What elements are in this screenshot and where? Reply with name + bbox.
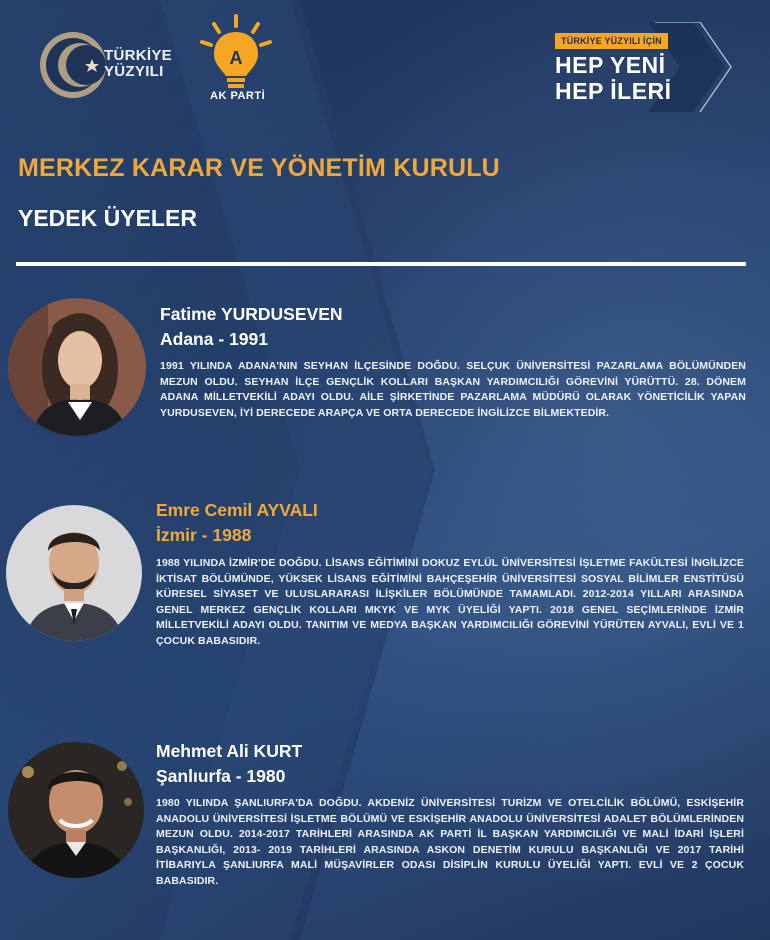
slogan-subtitle: TÜRKİYE YÜZYILI İÇİN <box>555 33 668 49</box>
portrait-woman-icon <box>8 298 146 436</box>
ak-parti-label: AK PARTİ <box>210 90 266 102</box>
avatar <box>6 505 142 641</box>
slogan-main: HEP YENİ HEP İLERİ <box>555 52 672 104</box>
member-name: Emre Cemil AYVALI <box>156 500 318 520</box>
svg-text:A: A <box>229 48 243 68</box>
turkiye-yuzyili-text: TÜRKİYE YÜZYILI <box>104 47 172 80</box>
portrait-man-icon <box>8 742 144 878</box>
avatar <box>8 742 144 878</box>
avatar <box>8 298 146 436</box>
header <box>0 0 770 130</box>
divider <box>16 262 746 266</box>
portrait-man-icon <box>6 505 142 641</box>
page-subtitle: YEDEK ÜYELER <box>18 205 197 231</box>
member-bio: 1988 YILINDA İZMİR'DE DOĞDU. LİSANS EĞİTİMİNİ DOKUZ EYLÜL ÜNİVERSİTESİ İŞLETME FAKÜLTESİ İNGİLİZCE İKTİSAT BÖLÜMÜNDE, YÜKSEK LİSANS EĞİTİMİNİ BAHÇEŞEHİR ÜNİVERSİTESİ SOSYAL BİLİMLER ENSTİTÜSÜ KÜRESEL SİYASET VE ULUSLARARASI İLİŞKİLER BÖLÜMÜNDE TAMAMLADI. 2012-2014 YILLARI ARASINDA GENEL MERKEZ GENÇLİK KOLLARI MKYK VE MYK ÜYELİĞİ YAPTI. 2018 GENEL SEÇİMLERİNDE İZMİR MİLLETVEKİLİ ADAYI OLDU. TANITIM VE MEDYA BAŞKAN YARDIMCILIĞI GÖREVİNİ YÜRÜTEN AYVALI, EVLİ VE 1 ÇOCUK BABASIDIR. <box>156 557 744 647</box>
page-title: MERKEZ KARAR VE YÖNETİM KURULU <box>18 154 500 182</box>
member-bio: 1991 YILINDA ADANA'NIN SEYHAN İLÇESİNDE DOĞDU. SELÇUK ÜNİVERSİTESİ PAZARLAMA BÖLÜMÜNDEN MEZUN OLDU. SEYHAN İLÇE GENÇLİK KOLLARI BAŞKAN YARDIMCILIĞI GÖREVİNİ YÜRÜTTÜ. 28. DÖNEM ADANA MİLLETVEKİLİ ADAYI OLDU. AİLE ŞİRKETİNDE PAZARLAMA MÜDÜRÜ OLARAK YÖNETİCİLİK YAPAN YURDUSEVEN, İYİ DERECEDE ARAPÇA VE ORTA DERECEDE İNGİLİZCE BİLMEKTEDİR. <box>160 360 746 419</box>
member-name: Fatime YURDUSEVEN <box>160 304 343 324</box>
member-place: Şanlıurfa - 1980 <box>156 766 286 786</box>
member-place: Adana - 1991 <box>160 329 268 349</box>
member-bio: 1980 YILINDA ŞANLIURFA'DA DOĞDU. AKDENİZ ÜNİVERSİTESİ TURİZM VE OTELCİLİK BÖLÜMÜ, ESKİŞEHİR ANADOLU ÜNİVERSİTESİ İŞLETME BÖLÜMÜ VE ESKİŞEHİR ANADOLU ÜNİVERSİTESİ ADALET BÖLÜMLERİNDEN MEZUN OLDU. 2014-2017 TARİHLERİ ARASINDA AK PARTİ İL BAŞKAN YARDIMCILIĞI VE MALİ İDARİ İŞLERİ BAŞKANLIĞI, 2013- 2019 TARİHLERİ ARASINDA ASKON DENETİM KURULU BAŞKANLIĞI VE 2017 TARİHİ İTİBARIYLA ŞANLIURFA MALİ MÜŞAVİRLER ODASI DİSİPLİN KURULU ÜYELİĞİ YAPTI. EVLİ VE 2 ÇOCUK BABASIDIR. <box>156 797 744 887</box>
member-name: Mehmet Ali KURT <box>156 741 303 761</box>
member-place: İzmir - 1988 <box>156 525 252 545</box>
